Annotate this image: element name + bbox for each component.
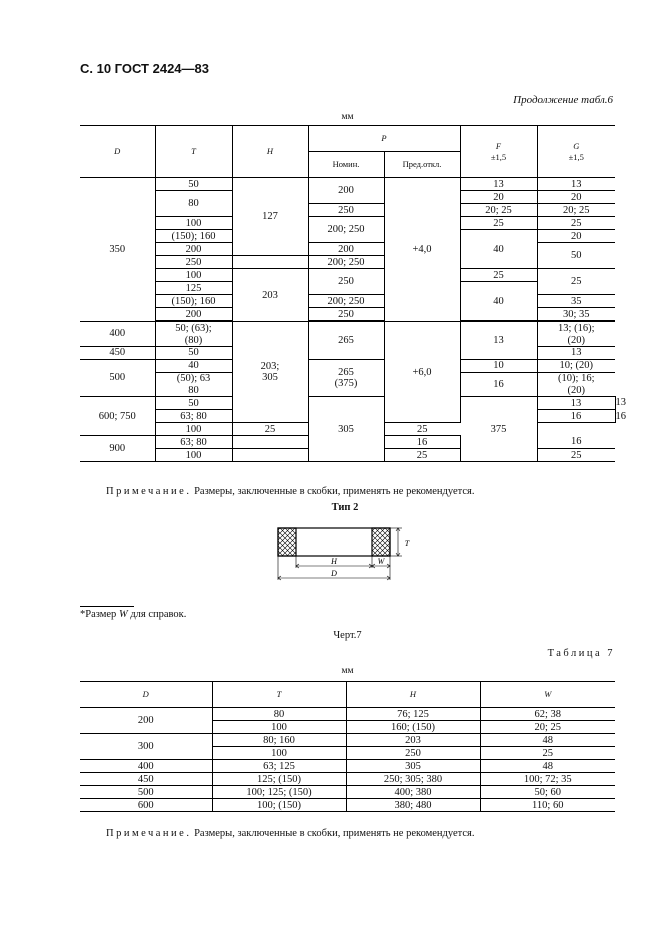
cell-w: 110; 60 — [480, 799, 615, 812]
cell-t: 50 — [155, 397, 232, 410]
cell-p-nom: 265 (375) — [308, 359, 384, 397]
cell-p-nom: 200 — [308, 178, 384, 204]
cell-t: 200 — [155, 243, 232, 256]
unit-label-2: мм — [341, 666, 354, 676]
note-2: Примечание. Размеры, заключенные в скобки, применять не рекомендуется. — [106, 828, 475, 839]
label-h: H — [331, 557, 337, 566]
cell-d: 450 — [80, 773, 212, 786]
cell-p-nom: 265 — [308, 322, 384, 360]
cell-t: 100 — [155, 449, 232, 462]
cell-h: 203; 305 — [232, 322, 308, 423]
col-header-t: T — [155, 126, 232, 178]
table-7-label: Таблица 7 — [547, 648, 615, 659]
cell-p-nom: 375 — [460, 397, 537, 462]
cell-d: 500 — [80, 786, 212, 799]
col-header-p-nom: Номин. — [308, 152, 384, 178]
cell-g: (20) — [537, 335, 615, 347]
cell-d: 900 — [80, 436, 155, 462]
col-header-g: G ±1,5 — [537, 126, 615, 178]
cell-f: 16 — [460, 372, 537, 397]
cell-f: 25 — [384, 449, 460, 462]
cell-w: 48 — [480, 734, 615, 747]
cell-t: 80 — [212, 708, 346, 721]
cell-t: 50 — [155, 346, 232, 359]
cell-h: 160; (150) — [346, 721, 480, 734]
col-header-w: W — [480, 682, 615, 708]
cell-d: 450 — [80, 346, 155, 359]
cell-g: 30; 35 — [537, 308, 615, 321]
cell-p-nom: 200; 250 — [308, 217, 384, 243]
cell-t: 100 — [212, 747, 346, 760]
cell-t: 100; 125; (150) — [212, 786, 346, 799]
cell-w: 50; 60 — [480, 786, 615, 799]
cell-f: 25 — [460, 269, 537, 282]
cell-t: 50; (63); — [155, 322, 232, 335]
continuation-label: Продолжение табл.6 — [513, 94, 613, 106]
col-header-t: T — [212, 682, 346, 708]
label-t: T — [404, 539, 410, 548]
cell-t: 125 — [155, 282, 232, 295]
col-header-h: H — [346, 682, 480, 708]
cell-d: 600; 750 — [80, 397, 155, 436]
cell-p-nom: 200; 250 — [308, 295, 384, 308]
cell-f: 25 — [232, 423, 308, 436]
col-header-f: F ±1,5 — [460, 126, 537, 178]
col-header-p-tol: Пред.откл. — [384, 152, 460, 178]
cell-t: (150); 160 — [155, 295, 232, 308]
cell-p-nom: 250 — [308, 269, 384, 295]
table-6: D T H P F ±1,5 G ±1,5 Номин. Пред.откл. 350 50 127 200 +4,0 13 13 80 20 20 250 20; 25 20; 25 100 200; 250 25 25 (150); 160 40 20 200 200 50 250 200; 250 100 203 250 25 25 125 40 (150); 160 200; 250 35 200 250 30; 35 400 50; (63); 203; 305 265 +6,0 13 13; (16); (80) (20) 450 50 13 500 40 265 (375) 10 10; (20) (50); 63 16 (10); 16; 80 (20) 600; 750 50 305 375 13 13 63; 80 16 16 100 25 25 900 63; 80 16 16 100 25 25 — [80, 125, 615, 462]
figure-caption: Черт.7 — [333, 630, 362, 641]
cell-g: 25 — [537, 449, 615, 462]
cell-g: 50 — [537, 243, 615, 269]
cell-d: 350 — [80, 178, 155, 322]
cell-g: 25 — [537, 217, 615, 230]
cell-g: 20; 25 — [537, 204, 615, 217]
cell-p-tol: +4,0 — [384, 178, 460, 322]
cell-p-tol-blank — [232, 436, 308, 449]
cell-t: 125; (150) — [212, 773, 346, 786]
label-w: W — [377, 557, 385, 566]
cell-t: 200 — [155, 308, 232, 321]
cell-t: 80 — [155, 191, 232, 217]
cell-t: (150); 160 — [155, 230, 232, 243]
cell-h-blank — [232, 256, 308, 269]
cell-f: 10 — [460, 359, 537, 372]
cell-h: 76; 125 — [346, 708, 480, 721]
cell-f: 13 — [460, 178, 537, 191]
cell-t: (50); 63 — [155, 372, 232, 385]
cell-t: 63; 80 — [155, 436, 232, 449]
cell-t: 250 — [155, 256, 232, 269]
cell-t: 40 — [155, 359, 232, 372]
note-1: Примечание. Размеры, заключенные в скобки, применять не рекомендуется. — [106, 486, 475, 497]
cell-f: 16 — [537, 410, 615, 423]
table-7 — [80, 681, 615, 812]
footnote: *Размер W для справок. — [80, 609, 187, 620]
cell-w: 20; 25 — [480, 721, 615, 734]
page-header: С. 10 ГОСТ 2424—83 — [80, 61, 209, 76]
label-d: D — [331, 569, 337, 578]
cell-t: 100 — [212, 721, 346, 734]
footnote-rule — [80, 606, 134, 607]
cell-t: 100 — [155, 269, 232, 282]
col-header-p: P — [308, 126, 460, 152]
cell-h: 250; 305; 380 — [346, 773, 480, 786]
cell-g: 16 — [537, 436, 615, 449]
cell-g: 13; (16); — [537, 322, 615, 335]
cell-g: 25 — [384, 423, 460, 436]
cell-d: 600 — [80, 799, 212, 812]
cell-w: 25 — [480, 747, 615, 760]
cell-h: 380; 480 — [346, 799, 480, 812]
cell-g: (10); 16; — [558, 373, 595, 385]
cell-d: 200 — [80, 708, 212, 734]
ring-section-drawing — [270, 518, 420, 588]
col-header-d: D — [80, 126, 155, 178]
cell-g: (20) — [537, 385, 615, 397]
cell-f: 20; 25 — [460, 204, 537, 217]
cell-t: 50 — [155, 178, 232, 191]
cell-p-tol-blank — [232, 449, 308, 462]
cell-g: 13 — [537, 178, 615, 191]
unit-label-1: мм — [341, 112, 354, 122]
cell-t: 100 — [155, 423, 232, 436]
cell-g: 20 — [537, 191, 615, 204]
cell-t: 63; 80 — [155, 410, 232, 423]
cell-p-nom: 250 — [308, 204, 384, 217]
figure-title: Тип 2 — [331, 502, 359, 513]
cell-f: 16 — [384, 436, 460, 449]
cell-g: 25 — [537, 269, 615, 295]
cell-d: 400 — [80, 322, 155, 347]
cell-t: (80) — [155, 335, 232, 347]
cell-t: 63; 125 — [212, 760, 346, 773]
cell-w: 48 — [480, 760, 615, 773]
cell-g: 10; (20) — [537, 359, 615, 372]
col-header-h: H — [232, 126, 308, 178]
cell-f: 20 — [460, 191, 537, 204]
cell-d: 300 — [80, 734, 212, 760]
cell-h: 305 — [346, 760, 480, 773]
cell-w: 62; 38 — [480, 708, 615, 721]
cell-f: 13 — [537, 397, 615, 410]
cell-h: 127 — [232, 178, 308, 256]
cell-h: 400; 380 — [346, 786, 480, 799]
cell-p-nom: 200; 250 — [308, 256, 384, 269]
cell-p-tol: +6,0 — [384, 322, 460, 423]
col-header-d: D — [80, 682, 212, 708]
cell-h: 203 — [232, 269, 308, 322]
cell-t: 100 — [155, 217, 232, 230]
cell-g: 35 — [537, 295, 615, 308]
cell-g: 13 — [537, 346, 615, 359]
cell-w: 100; 72; 35 — [480, 773, 615, 786]
cell-g: 20 — [537, 230, 615, 243]
cell-t: 100; (150) — [212, 799, 346, 812]
cell-h: 250 — [346, 747, 480, 760]
cell-p-nom: 250 — [308, 308, 384, 321]
cell-t: 80; 160 — [212, 734, 346, 747]
cell-t: 80 — [155, 385, 232, 397]
cell-d: 400 — [80, 760, 212, 773]
cell-f: 25 — [460, 217, 537, 230]
cell-f: 40 — [460, 230, 537, 269]
cell-h: 305 — [308, 397, 384, 462]
cell-f: 40 — [460, 282, 537, 321]
cell-p-nom: 200 — [308, 243, 384, 256]
cell-h: 203 — [346, 734, 480, 747]
cell-f: 13 — [460, 322, 537, 360]
cell-d: 500 — [80, 359, 155, 397]
